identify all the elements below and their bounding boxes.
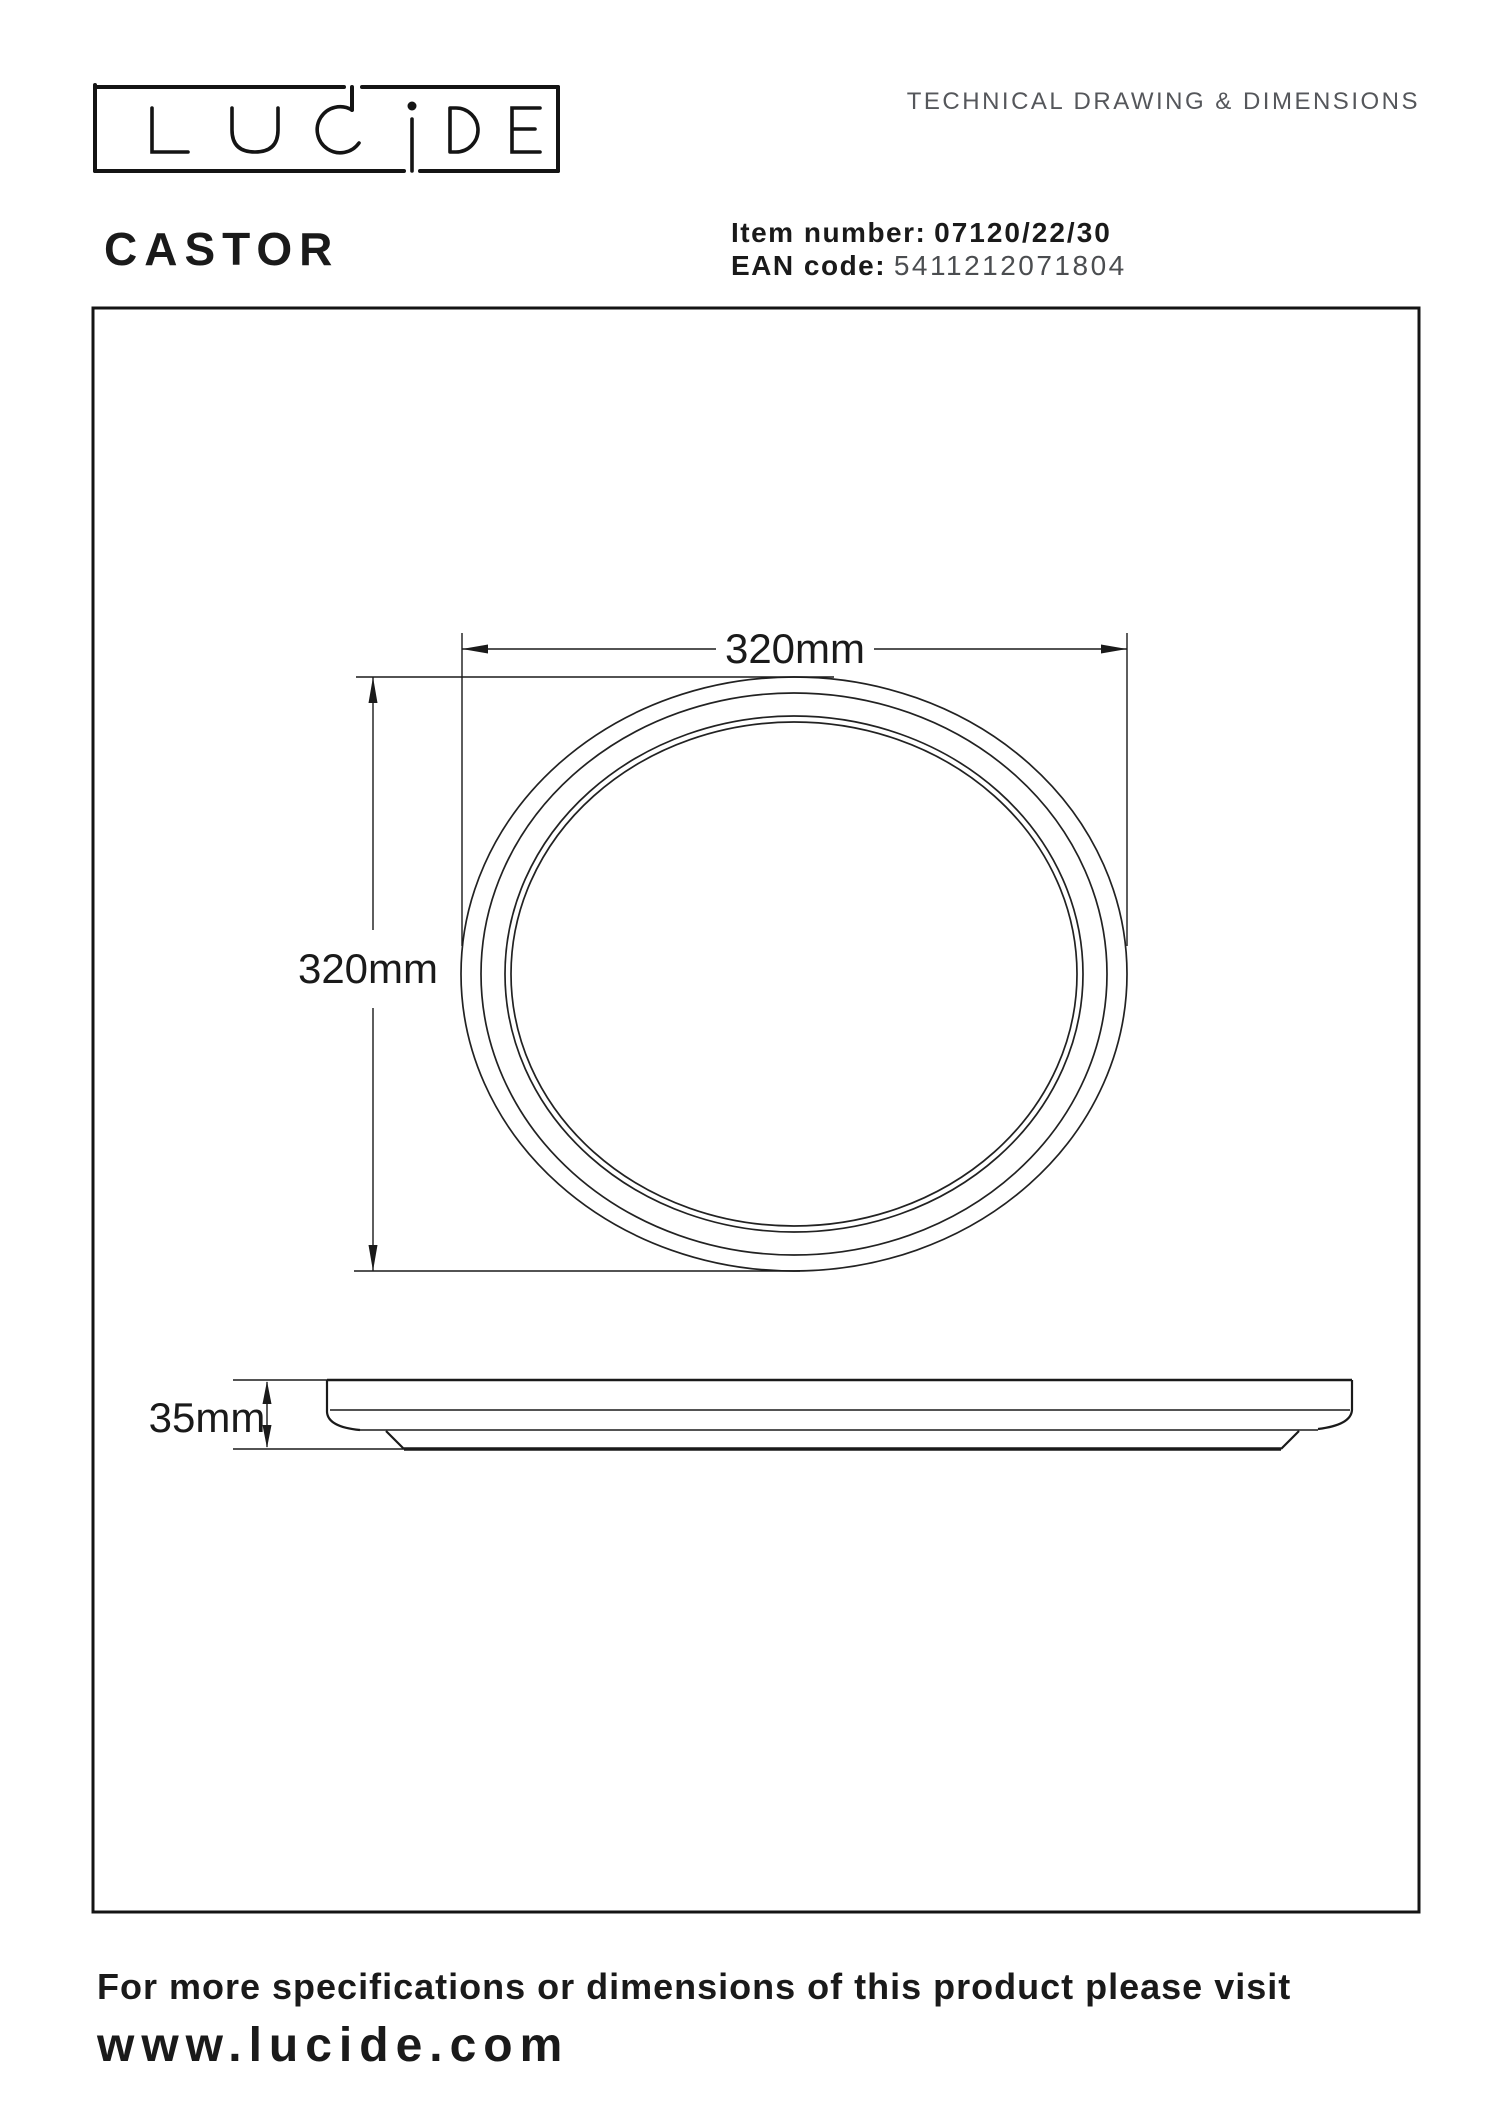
width-arrow-left	[462, 645, 488, 654]
logo-letter-u	[232, 108, 278, 152]
height-arrow-top	[369, 677, 378, 703]
width-dim-label: 320mm	[724, 625, 866, 672]
footer-website: www.lucide.com	[97, 2019, 570, 2072]
ean-code-value: 5411212071804	[893, 250, 1127, 281]
height-dim-label: 320mm	[297, 945, 439, 992]
item-info-block	[731, 216, 1127, 282]
depth-dim-label: 35mm	[148, 1394, 266, 1441]
ean-code-row	[731, 249, 1127, 282]
top-view	[461, 677, 1127, 1271]
logo-letter-i-dot	[408, 102, 417, 111]
item-number-value: 07120/22/30	[934, 217, 1112, 248]
diffuser-inner-circle	[511, 722, 1077, 1226]
rim-inner-edge-circle	[481, 693, 1107, 1255]
profile-right-edge	[1318, 1380, 1352, 1429]
profile-left-bevel	[386, 1431, 404, 1449]
logo-letter-l	[152, 108, 188, 152]
lucide-logo	[95, 85, 558, 171]
drawing-frame	[93, 308, 1419, 1912]
width-arrow-right	[1101, 645, 1127, 654]
logo-letter-c	[317, 107, 359, 153]
logo-letter-e	[512, 108, 540, 152]
logo-letter-d	[450, 108, 478, 152]
depth-dimension	[149, 1380, 404, 1449]
outer-rim-circle	[461, 677, 1127, 1271]
product-name: CASTOR	[104, 223, 340, 275]
height-dimension	[298, 677, 834, 1271]
logo-letterforms	[152, 102, 540, 172]
footer	[97, 1966, 1291, 2073]
item-number-label: Item number:	[731, 217, 927, 248]
diffuser-outer-circle	[505, 716, 1083, 1232]
side-view	[327, 1380, 1352, 1449]
ean-code-label: EAN code:	[731, 250, 887, 281]
footer-note: For more specifications or dimensions of this product please visit	[97, 1966, 1292, 2007]
document-title: TECHNICAL DRAWING & DIMENSIONS	[906, 88, 1420, 115]
item-number-row	[731, 216, 1127, 249]
profile-right-bevel	[1281, 1431, 1299, 1449]
profile-left-edge	[327, 1380, 360, 1430]
height-arrow-bottom	[369, 1245, 378, 1271]
